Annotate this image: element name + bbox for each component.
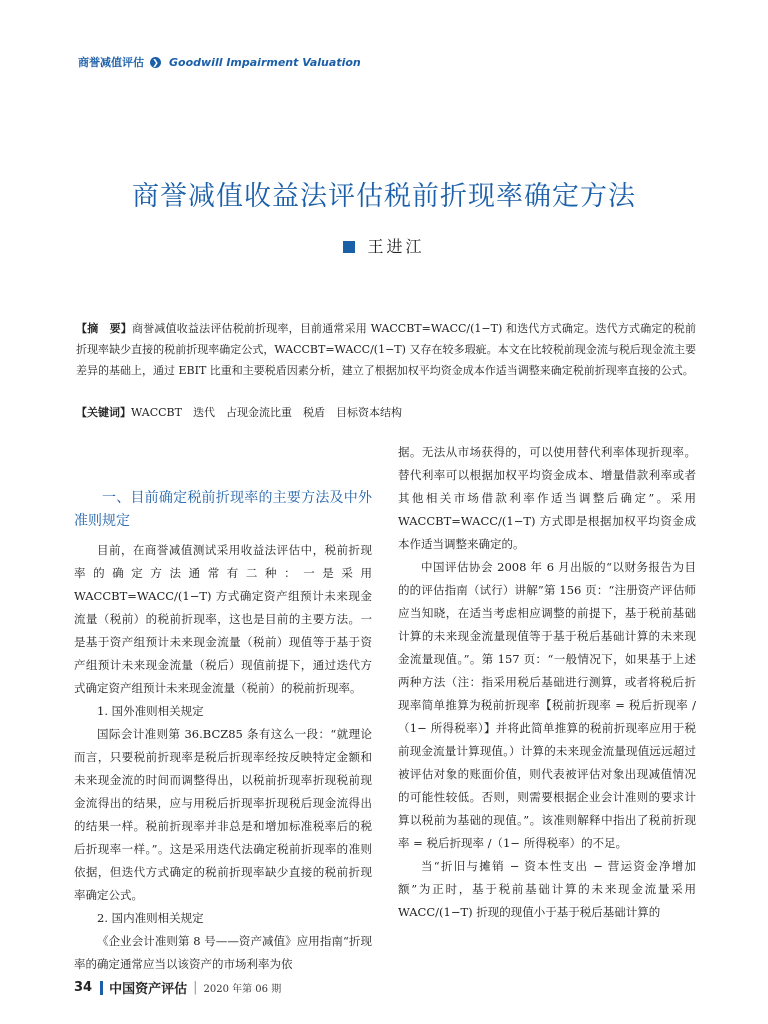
footer-bar-icon [100,981,103,995]
header-section-cn: 商誉减值评估 [78,56,144,69]
paragraph: 《企业会计准则第 8 号——资产减值》应用指南“折现率的确定通常应当以该资产的市场利率为依 [74,934,372,971]
paragraph: 当“折旧与摊销 − 资本性支出 − 营运资金净增加额”为正时，基于税前基础计算的未来现金流量采用 WACC/(1−T) 折现的现值小于基于税后基础计算的 [398,859,696,919]
author-name: 王进江 [367,237,425,256]
paragraph: 目前，在商誉减值测试采用收益法评估中，税前折现率的确定方法通常有二种：一是采用 WACCBT=WACC/(1−T) 方式确定资产组预计未来现金流量（税前）的税前折现率，这也是目前的主要方法。一是基于资产组预计未来现金流量（税前）现值等于基于资产组预计未来现金流量（税后）现值前提下，通过迭代方式确定资产组预计未来现金流量（税前）的税前折现率。 [74,543,372,695]
subheading: 2. 国内准则相关规定 [97,911,204,925]
chevron-right-icon: ❯ [150,57,161,68]
footer-separator: | [193,980,198,995]
keywords-label: 【关键词】 [76,406,131,419]
paragraph: 据。无法从市场获得的，可以使用替代利率体现折现率。替代利率可以根据加权平均资金成本、增量借款利率或者其他相关市场借款利率作适当调整后确定”。采用 WACCBT=WACC/(1−T) 方式即是根据加权平均资金成本作适当调整来确定的。 [398,445,696,551]
header-section-en: Goodwill Impairment Valuation [169,55,361,69]
section-heading: 一、目前确定税前折现率的主要方法及中外准则规定 [74,490,372,529]
magazine-name: 中国资产评估 [109,982,188,997]
paragraph: 中国评估协会 2008 年 6 月出版的“以财务报告为目的的评估指南（试行）讲解”第 156 页：“注册资产评估师应当知晓，在适当考虑相应调整的前提下，基于税前基础计算的未来现金流量现值等于基于税后基础计算的未来现金流量现值。”。第 157 页：“一般情况下，如果基于上述两种方法（注：指采用税后基础进行测算，或者将税后折现率简单推算为税前折现率【税前折现率 = 税后折现率 /（1− 所得税率）】并将此简单推算的税前折现率应用于税前现金流量计算现值。）计算的未来现金流量现值远远超过被评估对象的账面价值，则代表被评估对象出现减值情况的可能性较低。否则，则需要根据企业会计准则的要求计算以税前为基础的现值。”。该准则解释中指出了税前折现率 = 税后折现率 /（1− 所得税率）的不足。 [398,560,696,850]
right-column [398,441,696,924]
running-header [78,54,361,70]
abstract-text: 商誉减值收益法评估税前折现率，目前通常采用 WACCBT=WACC/(1−T) 和迭代方式确定。迭代方式确定的税前折现率缺少直接的税前折现率确定公式，WACCBT=WACC/(1−T) 又存在较多瑕疵。本文在比较税前现金流与税后现金流主要差异的基础上，通过 EBIT 比重和主要税盾因素分析，建立了根据加权平均资金成本作适当调整来确定税前折现率直接的公式。 [76,322,697,377]
abstract [76,318,696,381]
subheading: 1. 国外准则相关规定 [97,704,204,718]
issue-number: 2020 年第 06 期 [203,984,282,995]
page-footer [74,978,281,997]
keywords-text: WACCBT 迭代 占现金流比重 税盾 目标资本结构 [131,406,402,419]
keywords [76,402,696,423]
article-title: 商誉减值收益法评估税前折现率确定方法 [132,181,636,212]
author-line [0,234,768,257]
square-bullet-icon [343,241,355,253]
abstract-label: 【摘 要】 [76,322,132,335]
paragraph: 国际会计准则第 36.BCZ85 条有这么一段：“就理论而言，只要税前折现率是税后折现率经按反映特定金额和未来现金流的时间而调整得出，以税前折现率折现税前现金流得出的结果，应与用税后折现率折现税后现金流得出的结果一样。税前折现率并非总是和增加标准税率后的税后折现率一样。”。这是采用迭代法确定税前折现率的准则依据，但迭代方式确定的税前折现率缺少直接的税前折现率确定公式。 [74,727,372,902]
page-number: 34 [74,980,93,995]
left-column [74,487,372,976]
